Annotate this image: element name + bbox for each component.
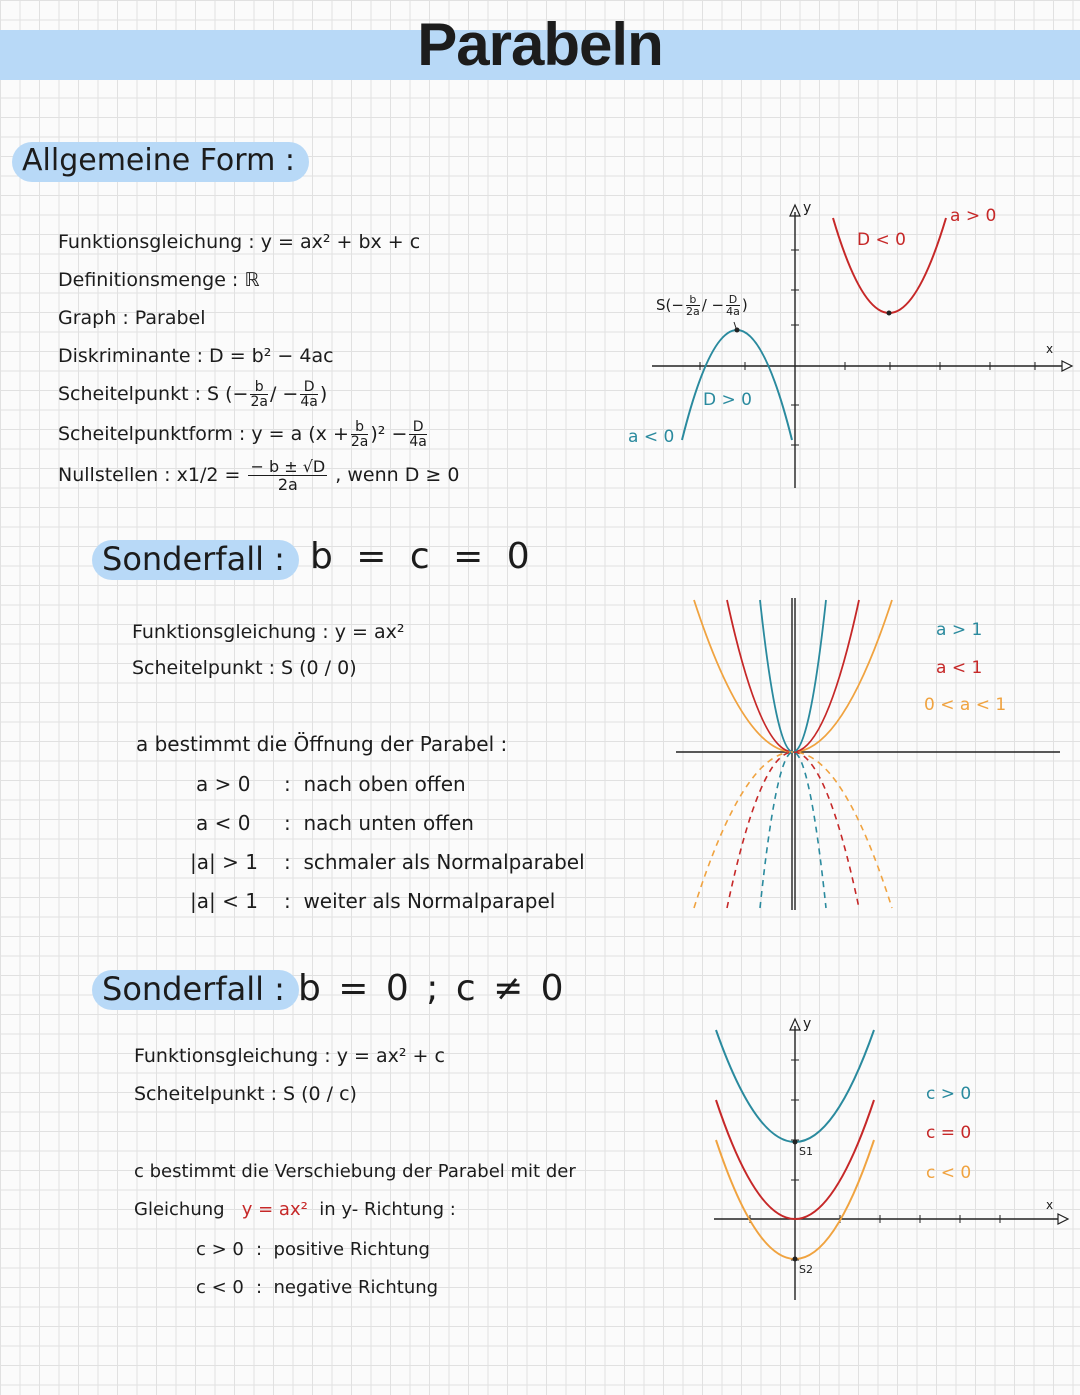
label-d-positive: D > 0 <box>703 390 752 410</box>
roots-condition: , wenn D ≥ 0 <box>335 464 460 486</box>
denominator: 4a <box>409 434 427 450</box>
equation-highlight: y = ax² <box>241 1199 308 1220</box>
line-label: Scheitelpunkt : <box>134 1083 277 1105</box>
legend-a-greater-1: a > 1 <box>936 620 983 640</box>
special-condition-1: b = c = 0 <box>310 536 536 577</box>
line-label: Graph : <box>58 307 129 329</box>
section-heading-general: Allgemeine Form : <box>12 142 309 182</box>
section-heading-special-1: Sonderfall : <box>92 540 299 580</box>
numerator: D <box>726 294 740 306</box>
line-label: Funktionsgleichung : <box>134 1045 331 1067</box>
rule-row: |a| > 1 : schmaler als Normalparabel <box>190 850 585 874</box>
label-part: S(− <box>656 296 684 314</box>
line-label: Funktionsgleichung : <box>58 231 255 253</box>
value-part: )² − <box>370 423 408 445</box>
x-arrow-icon <box>1058 1214 1068 1224</box>
section-heading-special-2: Sonderfall : <box>92 970 299 1010</box>
line-label: Scheitelpunkt : <box>58 383 201 405</box>
rule-cond: |a| < 1 <box>190 889 258 913</box>
roots-sub: x1/2 = <box>176 464 241 486</box>
rule-cond: |a| > 1 <box>190 850 258 874</box>
vertex-label-s2: S2 <box>799 1263 813 1276</box>
line-value: S (0 / 0) <box>281 657 357 679</box>
vertex-s1 <box>793 1140 798 1145</box>
vertex-label-s1: S1 <box>799 1145 813 1158</box>
rule-cond: a > 0 <box>196 772 251 796</box>
rule-row: c < 0 : negative Richtung <box>196 1277 439 1298</box>
legend-a-between: 0 < a < 1 <box>924 695 1007 715</box>
vertex-s2 <box>793 1257 798 1262</box>
rule-text: negative Richtung <box>273 1277 439 1298</box>
denominator: 2a <box>277 475 298 494</box>
shift-intro: c bestimmt die Verschiebung der Parabel mit der <box>134 1161 576 1182</box>
numerator: b <box>686 294 700 306</box>
line-value: y = ax² <box>334 621 405 643</box>
rule-text: weiter als Normalparapel <box>303 889 556 913</box>
text-part: in y- Richtung : <box>319 1199 456 1220</box>
label-a-negative: a < 0 <box>628 427 675 447</box>
rule-text: positive Richtung <box>273 1239 430 1260</box>
y-axis-label: y <box>803 200 812 216</box>
value-part: / − <box>269 383 299 405</box>
rule-cond: c < 0 <box>196 1277 244 1298</box>
line-label: Scheitelpunkt : <box>132 657 275 679</box>
rule-cond: a < 0 <box>196 811 251 835</box>
legend-c-zero: c = 0 <box>926 1123 972 1143</box>
label-part: / − <box>701 296 725 314</box>
rule-row: a < 0 : nach unten offen <box>196 811 474 835</box>
denominator: 2a <box>350 434 369 450</box>
label-part: ) <box>741 296 748 314</box>
numerator: b <box>250 380 268 395</box>
line-value: Parabel <box>134 307 206 329</box>
line-label: Scheitelpunktform : <box>58 423 246 445</box>
value-part: S (− <box>207 383 249 405</box>
label-a-positive: a > 0 <box>950 206 997 226</box>
legend-c-negative: c < 0 <box>926 1163 972 1183</box>
rule-text: nach unten offen <box>303 811 474 835</box>
rule-text: nach oben offen <box>303 772 466 796</box>
line-value: y = ax² + c <box>336 1045 445 1067</box>
x-axis-label: x <box>1046 1198 1054 1212</box>
rule-text: schmaler als Normalparabel <box>303 850 585 874</box>
rule-row: |a| < 1 : weiter als Normalparapel <box>190 889 556 913</box>
numerator: D <box>300 380 318 395</box>
denominator: 2a <box>250 394 268 410</box>
rule-cond: c > 0 <box>196 1239 244 1260</box>
line-label: Diskriminante : <box>58 345 203 367</box>
value-part: ) <box>319 383 328 405</box>
line-label: Funktionsgleichung : <box>132 621 329 643</box>
rule-row: c > 0 : positive Richtung <box>196 1239 430 1260</box>
special-condition-2: b = 0 ; c ≠ 0 <box>298 968 567 1009</box>
numerator: b <box>351 420 369 435</box>
numerator: − b ± √D <box>250 457 326 476</box>
text-part: Gleichung <box>134 1199 225 1220</box>
value-part: y = a (x + <box>251 423 349 445</box>
denominator: 4a <box>726 305 740 318</box>
rule-row: a > 0 : nach oben offen <box>196 772 466 796</box>
x-axis-label: x <box>1046 342 1054 356</box>
line-value: y = ax² + bx + c <box>260 231 421 253</box>
y-axis-label: y <box>803 1016 812 1032</box>
line-label: Definitionsmenge : <box>58 269 239 291</box>
line-label: Nullstellen : <box>58 464 171 486</box>
denominator: 2a <box>685 305 700 318</box>
opening-intro: a bestimmt die Öffnung der Parabel : <box>136 732 508 756</box>
legend-a-less-1: a < 1 <box>936 658 983 678</box>
line-value: S (0 / c) <box>283 1083 357 1105</box>
page-title: Parabeln <box>417 11 663 78</box>
denominator: 4a <box>300 394 318 410</box>
line-value: D = b² − 4ac <box>209 345 334 367</box>
label-d-negative: D < 0 <box>857 230 906 250</box>
line-value: ℝ <box>244 269 260 291</box>
numerator: D <box>409 420 427 435</box>
legend-c-positive: c > 0 <box>926 1084 972 1104</box>
